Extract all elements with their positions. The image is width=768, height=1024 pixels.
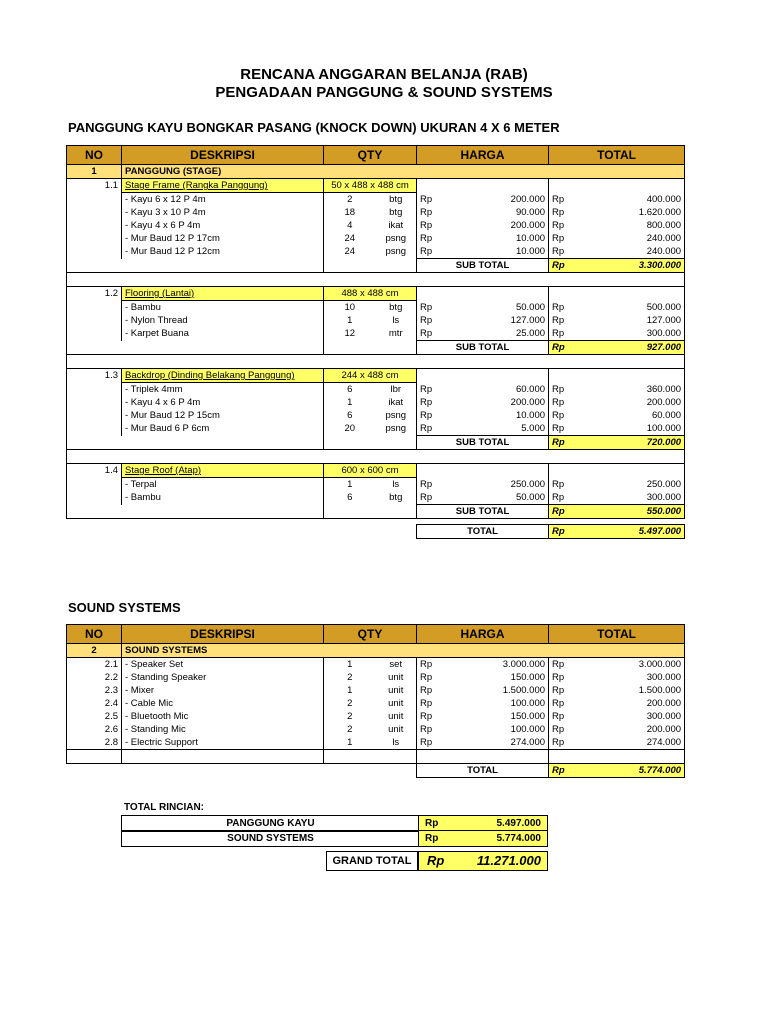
subsection-price-empty — [417, 464, 549, 478]
item-total-currency: Rp — [549, 710, 571, 723]
item-price: 25.000 — [439, 327, 549, 341]
total-spacer — [67, 764, 417, 778]
item-no — [67, 396, 122, 409]
item-price-currency: Rp — [417, 383, 439, 397]
item-desc: - Kayu 4 x 6 P 4m — [122, 396, 324, 409]
item-price: 5.000 — [439, 422, 549, 436]
subsection-name: Flooring (Lantai) — [122, 287, 324, 301]
table-header-row — [67, 625, 685, 644]
item-desc: - Nylon Thread — [122, 314, 324, 327]
item-price-currency: Rp — [417, 219, 439, 232]
item-price: 90.000 — [439, 206, 549, 219]
item-price: 10.000 — [439, 409, 549, 422]
summary-currency: Rp — [425, 818, 439, 829]
item-price-currency: Rp — [417, 193, 439, 207]
item-price: 60.000 — [439, 383, 549, 397]
total-label: TOTAL — [417, 525, 549, 539]
table-row — [67, 736, 685, 750]
total-spacer — [67, 525, 417, 539]
table-row — [67, 409, 685, 422]
item-qty: 24 — [324, 245, 376, 259]
stage-section-title: PANGGUNG KAYU BONGKAR PASANG (KNOCK DOWN) UKURAN 4 X 6 METER — [68, 120, 560, 135]
item-no — [67, 409, 122, 422]
table-row — [67, 422, 685, 436]
item-total: 500.000 — [571, 301, 685, 315]
table-row — [67, 684, 685, 697]
table-row — [67, 245, 685, 259]
item-total: 360.000 — [571, 383, 685, 397]
table-row — [67, 710, 685, 723]
item-qty: 4 — [324, 219, 376, 232]
item-total-currency: Rp — [549, 422, 571, 436]
subsection-name: Stage Roof (Atap) — [122, 464, 324, 478]
item-price-currency: Rp — [417, 314, 439, 327]
item-unit: lbr — [376, 383, 417, 397]
subsection-no: 1.2 — [67, 287, 122, 301]
item-total: 300.000 — [571, 327, 685, 341]
item-total-currency: Rp — [549, 193, 571, 207]
item-no — [67, 422, 122, 436]
subtotal-value: 720.000 — [571, 436, 685, 450]
item-total-currency: Rp — [549, 658, 571, 672]
summary-value: 5.774.000 — [496, 833, 541, 844]
group-row — [67, 165, 685, 179]
item-price: 200.000 — [439, 396, 549, 409]
item-price: 127.000 — [439, 314, 549, 327]
item-price-currency: Rp — [417, 478, 439, 492]
item-total-currency: Rp — [549, 383, 571, 397]
item-total: 250.000 — [571, 478, 685, 492]
item-total: 400.000 — [571, 193, 685, 207]
item-price-currency: Rp — [417, 697, 439, 710]
spacer-row — [67, 273, 685, 287]
header-harga: HARGA — [417, 146, 549, 165]
group-no: 1 — [67, 165, 122, 179]
item-total: 274.000 — [571, 736, 685, 750]
item-desc: - Kayu 3 x 10 P 4m — [122, 206, 324, 219]
item-qty: 1 — [324, 658, 376, 672]
item-unit: mtr — [376, 327, 417, 341]
item-no: 2.5 — [67, 710, 122, 723]
subsection-no: 1.4 — [67, 464, 122, 478]
summary-label: TOTAL RINCIAN: — [124, 802, 204, 813]
item-qty: 6 — [324, 409, 376, 422]
table-row — [67, 491, 685, 505]
item-qty: 1 — [324, 736, 376, 750]
item-qty: 10 — [324, 301, 376, 315]
item-total-currency: Rp — [549, 491, 571, 505]
subsection-size: 244 x 488 cm — [324, 369, 417, 383]
spacer-cell — [67, 355, 685, 369]
item-unit: unit — [376, 671, 417, 684]
item-qty: 1 — [324, 478, 376, 492]
table-row — [67, 314, 685, 327]
item-unit: psng — [376, 245, 417, 259]
item-price-currency: Rp — [417, 710, 439, 723]
grand-total-value: 11.271.000 — [476, 853, 541, 868]
header-no: NO — [67, 146, 122, 165]
item-price-currency: Rp — [417, 491, 439, 505]
item-total-currency: Rp — [549, 478, 571, 492]
subtotal-currency: Rp — [549, 341, 571, 355]
item-desc: - Mixer — [122, 684, 324, 697]
item-no — [67, 314, 122, 327]
subtotal-value: 3.300.000 — [571, 259, 685, 273]
subtotal-row — [67, 505, 685, 519]
summary-row-sound — [121, 830, 420, 847]
item-price: 100.000 — [439, 697, 549, 710]
item-unit: btg — [376, 491, 417, 505]
spacer-cell — [122, 750, 324, 764]
header-deskripsi: DESKRIPSI — [122, 625, 324, 644]
group-row — [67, 644, 685, 658]
table-row — [67, 396, 685, 409]
item-no — [67, 478, 122, 492]
item-qty: 2 — [324, 710, 376, 723]
item-total: 240.000 — [571, 245, 685, 259]
item-total: 300.000 — [571, 671, 685, 684]
item-total-currency: Rp — [549, 206, 571, 219]
item-unit: psng — [376, 409, 417, 422]
item-unit: ikat — [376, 219, 417, 232]
subtotal-spacer — [67, 436, 324, 450]
subsection-total-empty — [549, 179, 685, 193]
item-price-currency: Rp — [417, 736, 439, 750]
item-total: 100.000 — [571, 422, 685, 436]
item-total: 60.000 — [571, 409, 685, 422]
subtotal-label: SUB TOTAL — [417, 436, 549, 450]
document-subtitle: PENGADAAN PANGGUNG & SOUND SYSTEMS — [215, 84, 553, 101]
subtotal-row — [67, 341, 685, 355]
item-qty: 2 — [324, 697, 376, 710]
table-row — [67, 478, 685, 492]
item-qty: 2 — [324, 193, 376, 207]
item-total: 300.000 — [571, 491, 685, 505]
item-unit: psng — [376, 232, 417, 245]
item-price-currency: Rp — [417, 206, 439, 219]
subsection-size: 488 x 488 cm — [324, 287, 417, 301]
item-qty: 1 — [324, 314, 376, 327]
item-unit: btg — [376, 206, 417, 219]
sound-budget-table — [66, 624, 685, 778]
item-no — [67, 301, 122, 315]
item-price: 200.000 — [439, 219, 549, 232]
item-qty: 20 — [324, 422, 376, 436]
item-desc: - Triplek 4mm — [122, 383, 324, 397]
table-row — [67, 658, 685, 672]
subsection-price-empty — [417, 287, 549, 301]
item-total-currency: Rp — [549, 245, 571, 259]
item-total: 200.000 — [571, 723, 685, 736]
item-desc: - Bambu — [122, 301, 324, 315]
item-unit: unit — [376, 723, 417, 736]
subsection-total-empty — [549, 464, 685, 478]
item-unit: btg — [376, 301, 417, 315]
item-total-currency: Rp — [549, 409, 571, 422]
total-currency: Rp — [549, 525, 571, 539]
item-price-currency: Rp — [417, 671, 439, 684]
grand-total-value-box — [418, 851, 548, 871]
subtotal-currency: Rp — [549, 259, 571, 273]
item-no — [67, 245, 122, 259]
item-total-currency: Rp — [549, 327, 571, 341]
item-price: 10.000 — [439, 245, 549, 259]
subtotal-spacer — [67, 341, 324, 355]
spacer-row — [67, 355, 685, 369]
spacer-cell — [417, 750, 549, 764]
item-price: 50.000 — [439, 301, 549, 315]
summary-name: SOUND SYSTEMS — [227, 833, 314, 844]
item-unit: set — [376, 658, 417, 672]
item-price: 250.000 — [439, 478, 549, 492]
subtotal-currency: Rp — [549, 505, 571, 519]
item-total: 200.000 — [571, 697, 685, 710]
item-total-currency: Rp — [549, 736, 571, 750]
grand-total-label-box — [326, 851, 418, 871]
item-no — [67, 219, 122, 232]
item-desc: - Kayu 6 x 12 P 4m — [122, 193, 324, 207]
table-row — [67, 232, 685, 245]
subsection-no: 1.3 — [67, 369, 122, 383]
stage-budget-table — [66, 145, 685, 539]
subtotal-spacer — [67, 259, 324, 273]
group-name: PANGGUNG (STAGE) — [122, 165, 685, 179]
item-price-currency: Rp — [417, 684, 439, 697]
subsection-total-empty — [549, 287, 685, 301]
item-price: 100.000 — [439, 723, 549, 736]
item-no — [67, 327, 122, 341]
item-price: 3.000.000 — [439, 658, 549, 672]
summary-name: PANGGUNG KAYU — [226, 818, 315, 829]
table-row — [67, 383, 685, 397]
item-no: 2.3 — [67, 684, 122, 697]
subtotal-value: 927.000 — [571, 341, 685, 355]
table-row — [67, 219, 685, 232]
item-total: 127.000 — [571, 314, 685, 327]
item-desc: - Speaker Set — [122, 658, 324, 672]
item-no — [67, 232, 122, 245]
header-qty: QTY — [324, 146, 417, 165]
item-desc: - Bambu — [122, 491, 324, 505]
table-row — [67, 301, 685, 315]
subtotal-qty-empty — [324, 259, 417, 273]
header-harga: HARGA — [417, 625, 549, 644]
item-qty: 1 — [324, 396, 376, 409]
item-no: 2.4 — [67, 697, 122, 710]
item-qty: 24 — [324, 232, 376, 245]
item-qty: 2 — [324, 723, 376, 736]
item-total: 300.000 — [571, 710, 685, 723]
item-desc: - Mur Baud 12 P 15cm — [122, 409, 324, 422]
table-row — [67, 327, 685, 341]
item-price-currency: Rp — [417, 232, 439, 245]
item-qty: 12 — [324, 327, 376, 341]
item-unit: ikat — [376, 396, 417, 409]
item-no — [67, 383, 122, 397]
subtotal-currency: Rp — [549, 436, 571, 450]
table-row — [67, 671, 685, 684]
item-unit: ls — [376, 736, 417, 750]
subsection-price-empty — [417, 369, 549, 383]
item-qty: 6 — [324, 383, 376, 397]
item-price-currency: Rp — [417, 409, 439, 422]
group-name: SOUND SYSTEMS — [122, 644, 685, 658]
subtotal-label: SUB TOTAL — [417, 341, 549, 355]
total-row — [67, 525, 685, 539]
subsection-size: 600 x 600 cm — [324, 464, 417, 478]
item-total-currency: Rp — [549, 723, 571, 736]
item-desc: - Bluetooth Mic — [122, 710, 324, 723]
item-total: 1.620.000 — [571, 206, 685, 219]
item-desc: - Mur Baud 12 P 17cm — [122, 232, 324, 245]
summary-value: 5.497.000 — [496, 818, 541, 829]
item-desc: - Standing Mic — [122, 723, 324, 736]
item-desc: - Terpal — [122, 478, 324, 492]
subsection-row — [67, 464, 685, 478]
item-price: 150.000 — [439, 671, 549, 684]
group-no: 2 — [67, 644, 122, 658]
subtotal-row — [67, 259, 685, 273]
summary-currency: Rp — [425, 833, 439, 844]
item-unit: btg — [376, 193, 417, 207]
table-row — [67, 193, 685, 207]
total-value: 5.774.000 — [571, 764, 685, 778]
item-qty: 1 — [324, 684, 376, 697]
total-currency: Rp — [549, 764, 571, 778]
spacer-cell — [67, 750, 122, 764]
item-unit: unit — [376, 684, 417, 697]
item-unit: psng — [376, 422, 417, 436]
item-total-currency: Rp — [549, 232, 571, 245]
spacer-cell — [324, 750, 376, 764]
table-header-row — [67, 146, 685, 165]
item-total: 200.000 — [571, 396, 685, 409]
item-price-currency: Rp — [417, 245, 439, 259]
item-qty: 2 — [324, 671, 376, 684]
total-value: 5.497.000 — [571, 525, 685, 539]
spacer-row — [67, 750, 685, 764]
subsection-row — [67, 369, 685, 383]
item-total: 800.000 — [571, 219, 685, 232]
header-qty: QTY — [324, 625, 417, 644]
subtotal-row — [67, 436, 685, 450]
subsection-name: Stage Frame (Rangka Panggung) — [122, 179, 324, 193]
item-no: 2.2 — [67, 671, 122, 684]
item-total-currency: Rp — [549, 301, 571, 315]
item-no — [67, 491, 122, 505]
spacer-cell — [549, 750, 685, 764]
item-price: 1.500.000 — [439, 684, 549, 697]
item-desc: - Karpet Buana — [122, 327, 324, 341]
item-total-currency: Rp — [549, 314, 571, 327]
table-row — [67, 723, 685, 736]
subtotal-qty-empty — [324, 505, 417, 519]
item-desc: - Kayu 4 x 6 P 4m — [122, 219, 324, 232]
table-row — [67, 206, 685, 219]
header-total: TOTAL — [549, 146, 685, 165]
item-desc: - Electric Support — [122, 736, 324, 750]
item-no: 2.1 — [67, 658, 122, 672]
item-qty: 6 — [324, 491, 376, 505]
item-price: 200.000 — [439, 193, 549, 207]
item-qty: 18 — [324, 206, 376, 219]
subsection-total-empty — [549, 369, 685, 383]
header-no: NO — [67, 625, 122, 644]
subsection-name: Backdrop (Dinding Belakang Panggung) — [122, 369, 324, 383]
subtotal-qty-empty — [324, 436, 417, 450]
subtotal-label: SUB TOTAL — [417, 259, 549, 273]
subsection-size: 50 x 488 x 488 cm — [324, 179, 417, 193]
item-price-currency: Rp — [417, 658, 439, 672]
item-price-currency: Rp — [417, 723, 439, 736]
grand-total-label: GRAND TOTAL — [332, 855, 412, 867]
item-total-currency: Rp — [549, 697, 571, 710]
item-price-currency: Rp — [417, 422, 439, 436]
item-unit: unit — [376, 697, 417, 710]
spacer-row — [67, 450, 685, 464]
item-no — [67, 206, 122, 219]
item-price: 50.000 — [439, 491, 549, 505]
item-no: 2.8 — [67, 736, 122, 750]
document-title: RENCANA ANGGARAN BELANJA (RAB) — [240, 66, 528, 83]
spacer-cell — [67, 273, 685, 287]
item-total-currency: Rp — [549, 671, 571, 684]
subtotal-label: SUB TOTAL — [417, 505, 549, 519]
item-no — [67, 193, 122, 207]
subsection-row — [67, 287, 685, 301]
summary-value-sound — [418, 830, 548, 847]
sound-section-title: SOUND SYSTEMS — [68, 600, 181, 615]
header-total: TOTAL — [549, 625, 685, 644]
item-total: 240.000 — [571, 232, 685, 245]
item-unit: ls — [376, 478, 417, 492]
item-price-currency: Rp — [417, 396, 439, 409]
item-unit: ls — [376, 314, 417, 327]
spacer-cell — [67, 450, 685, 464]
header-deskripsi: DESKRIPSI — [122, 146, 324, 165]
item-unit: unit — [376, 710, 417, 723]
grand-total-currency: Rp — [427, 853, 445, 868]
item-price: 150.000 — [439, 710, 549, 723]
item-desc: - Cable Mic — [122, 697, 324, 710]
item-desc: - Mur Baud 12 P 12cm — [122, 245, 324, 259]
item-price-currency: Rp — [417, 327, 439, 341]
total-row — [67, 764, 685, 778]
subtotal-value: 550.000 — [571, 505, 685, 519]
subsection-price-empty — [417, 179, 549, 193]
subtotal-spacer — [67, 505, 324, 519]
item-total: 1.500.000 — [571, 684, 685, 697]
item-desc: - Mur Baud 6 P 6cm — [122, 422, 324, 436]
item-no: 2.6 — [67, 723, 122, 736]
item-desc: - Standing Speaker — [122, 671, 324, 684]
item-total-currency: Rp — [549, 684, 571, 697]
item-price: 274.000 — [439, 736, 549, 750]
item-total-currency: Rp — [549, 219, 571, 232]
table-row — [67, 697, 685, 710]
spacer-cell — [376, 750, 417, 764]
item-price-currency: Rp — [417, 301, 439, 315]
subsection-row — [67, 179, 685, 193]
item-price: 10.000 — [439, 232, 549, 245]
item-total-currency: Rp — [549, 396, 571, 409]
item-total: 3.000.000 — [571, 658, 685, 672]
total-label: TOTAL — [417, 764, 549, 778]
subtotal-qty-empty — [324, 341, 417, 355]
subsection-no: 1.1 — [67, 179, 122, 193]
